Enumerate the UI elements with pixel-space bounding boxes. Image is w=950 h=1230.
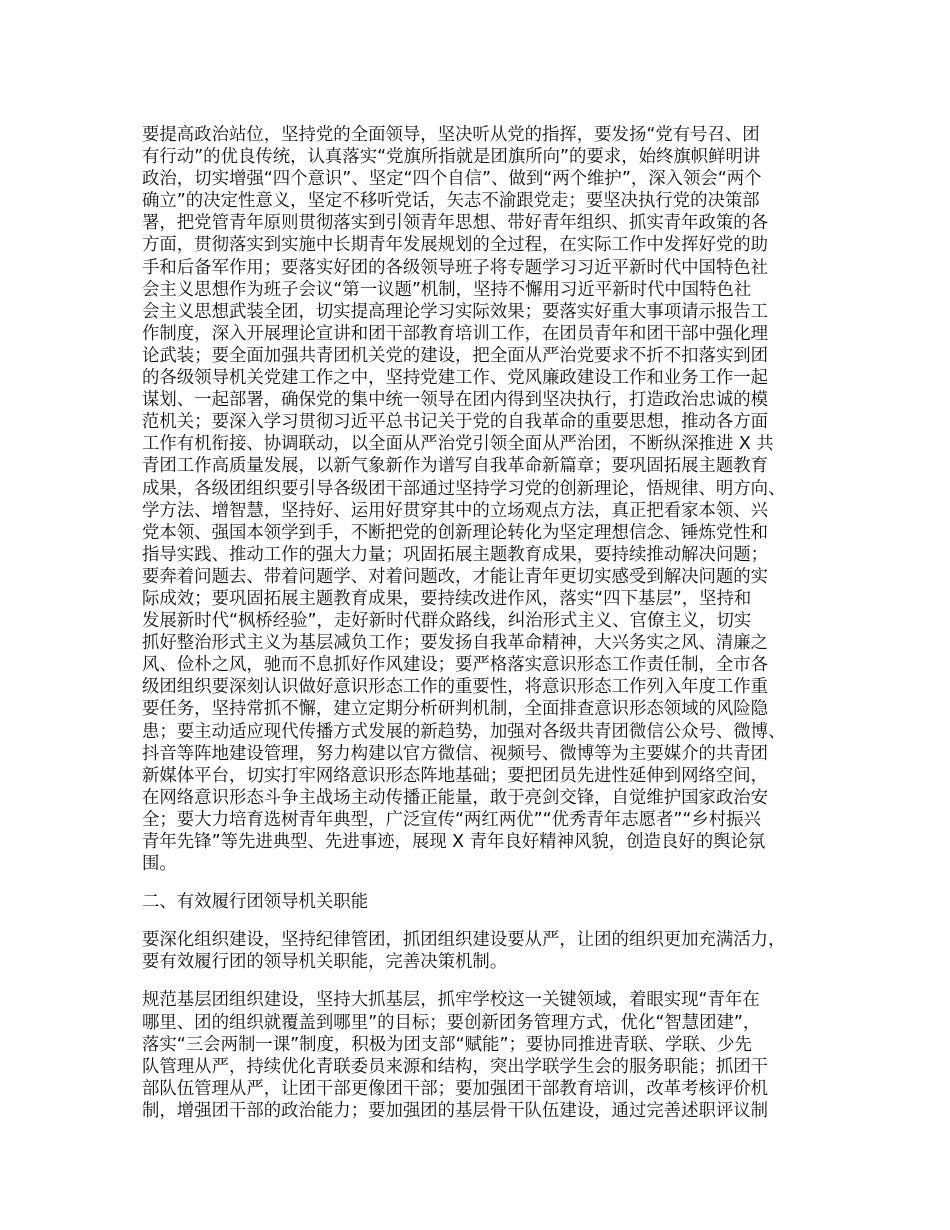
text-line: 新媒体平台，切实打牢网络意识形态阵地基础；要把团员先进性延伸到网络空间， [142,765,769,786]
text-line: 指导实践、推动工作的强大力量；巩固拓展主题教育成果，要持续推动解决问题； [142,544,769,565]
text-line: 在网络意识形态斗争主战场主动传播正能量，敢于亮剑交锋，自觉维护国家政治安 [142,787,769,808]
text-line: 的各级领导机关党建工作之中，坚持党建工作、党风廉政建设工作和业务工作一起 [142,368,769,389]
text-line: 范机关；要深入学习贯彻习近平总书记关于党的自我革命的重要思想，推动各方面 [142,412,769,433]
text-line: 要有效履行团的领导机关职能，完善决策机制。 [142,952,508,973]
section-heading-text: 二、有效履行团领导机关职能 [142,892,369,913]
text-line: 青团工作高质量发展，以新气象新作为谱写自我革命新篇章；要巩固拓展主题教育 [142,456,769,477]
text-line: 方面，贯彻落实到实施中长期青年发展规划的全过程，在实际工作中发挥好党的助 [142,235,769,256]
text-line: 风、俭朴之风，驰而不息抓好作风建设；要严格落实意识形态工作责任制，全市各 [142,655,769,676]
section-heading [142,891,832,913]
text-line: 政治，切实增强“四个意识”、坚定“四个自信”、做到“两个维护”，深入领会“两个 [142,169,762,190]
text-line: 会主义思想作为班子会议“第一议题”机制，坚持不懈用习近平新时代中国特色社 [142,279,752,300]
document-page [142,124,832,1122]
text-line: 患；要主动适应现代传播方式发展的新趋势，加强对各级共青团微信公众号、微博、 [142,721,786,742]
text-line: 谋划、一起部署，确保党的集中统一领导在团内得到坚决执行，打造政治忠诚的模 [142,390,769,411]
text-line: 要提高政治站位，坚持党的全面领导，坚决听从党的指挥，要发扬“党有号召、团 [142,125,760,145]
text-line: 哪里、团的组织就覆盖到哪里”的目标；要创新团务管理方式，优化“智慧团建”， [142,1012,761,1033]
text-line: 队管理从严，持续优化青联委员来源和结构，突出学联学生会的服务职能；抓团干 [142,1056,769,1077]
text-line: 抓好整治形式主义为基层减负工作；要发扬自我革命精神，大兴务实之风、清廉之 [142,633,769,654]
text-line: 际成效；要巩固拓展主题教育成果，要持续改进作风，落实“四下基层”，坚持和 [142,588,752,609]
text-line: 要任务，坚持常抓不懈，建立定期分析研判机制，全面排查意识形态领域的风险隐 [142,699,769,720]
text-line: 党本领、强国本领学到手，不断把党的创新理论转化为坚定理想信念、锤炼党性和 [142,522,769,543]
text-line: 会主义思想武装全团，切实提高理论学习实际效果；要落实好重大事项请示报告工 [142,301,769,322]
text-line: 规范基层团组织建设，坚持大抓基层，抓牢学校这一关键领域，着眼实现“青年在 [142,990,760,1011]
text-line: 要奔着问题去、带着问题学、对着问题改，才能让青年更切实感受到解决问题的实 [142,566,769,587]
text-line: 工作有机衔接、协调联动，以全面从严治党引领全面从严治团，不断纵深推进 X 共 [142,434,774,455]
paragraph-political-stance [142,124,832,875]
text-line: 全；要大力培育选树青年典型，广泛宣传“两红两优”“优秀青年志愿者”“乡村振兴 [142,809,761,830]
text-line: 制，增强团干部的政治能力；要加强团的基层骨干队伍建设，通过完善述职评议制 [142,1100,769,1121]
text-line: 部队伍管理从严，让团干部更像团干部；要加强团干部教育培训，改革考核评价机 [142,1078,769,1099]
text-line: 手和后备军作用；要落实好团的各级领导班子将专题学习习近平新时代中国特色社 [142,257,769,278]
paragraph-organization-building [142,929,832,973]
text-line: 围。 [142,854,177,875]
text-line: 级团组织要深刻认识做好意识形态工作的重要性，将意识形态工作列入年度工作重 [142,677,769,698]
text-line: 署，把党管青年原则贯彻落实到引领青年思想、带好青年组织、抓实青年政策的各 [142,213,769,234]
text-line: 作制度，深入开展理论宣讲和团干部教育培训工作，在团员青年和团干部中强化理 [142,323,769,344]
text-line: 青年先锋”等先进典型、先进事迹，展现 X 青年良好精神风貌，创造良好的舆论氛 [142,832,766,852]
text-line: 成果，各级团组织要引导各级团干部通过坚持学习党的创新理论，悟规律、明方向、 [142,478,786,499]
text-line: 落实“三会两制一课”制度，积极为团支部“赋能”；要协同推进青联、学联、少先 [142,1034,752,1055]
text-line: 学方法、增智慧，坚持好、运用好贯穿其中的立场观点方法，真正把看家本领、兴 [142,500,769,521]
text-line: 要深化组织建设，坚持纪律管团，抓团组织建设要从严，让团的组织更加充满活力， [142,930,786,951]
text-line: 论武装；要全面加强共青团机关党的建设，把全面从严治党要求不折不扣落实到团 [142,345,769,366]
text-line: 有行动”的优良传统，认真落实“党旗所指就是团旗所向”的要求，始终旗帜鲜明讲 [142,147,761,168]
text-line: 发展新时代“枫桥经验”，走好新时代群众路线，纠治形式主义、官僚主义，切实 [142,611,752,632]
text-line: 抖音等阵地建设管理，努力构建以官方微信、视频号、微博等为主要媒介的共青团 [142,743,769,764]
text-line: 确立”的决定性意义，坚定不移听党话，矢志不渝跟党走；要坚决执行党的决策部 [142,191,760,212]
paragraph-grassroots-organization [142,989,832,1122]
